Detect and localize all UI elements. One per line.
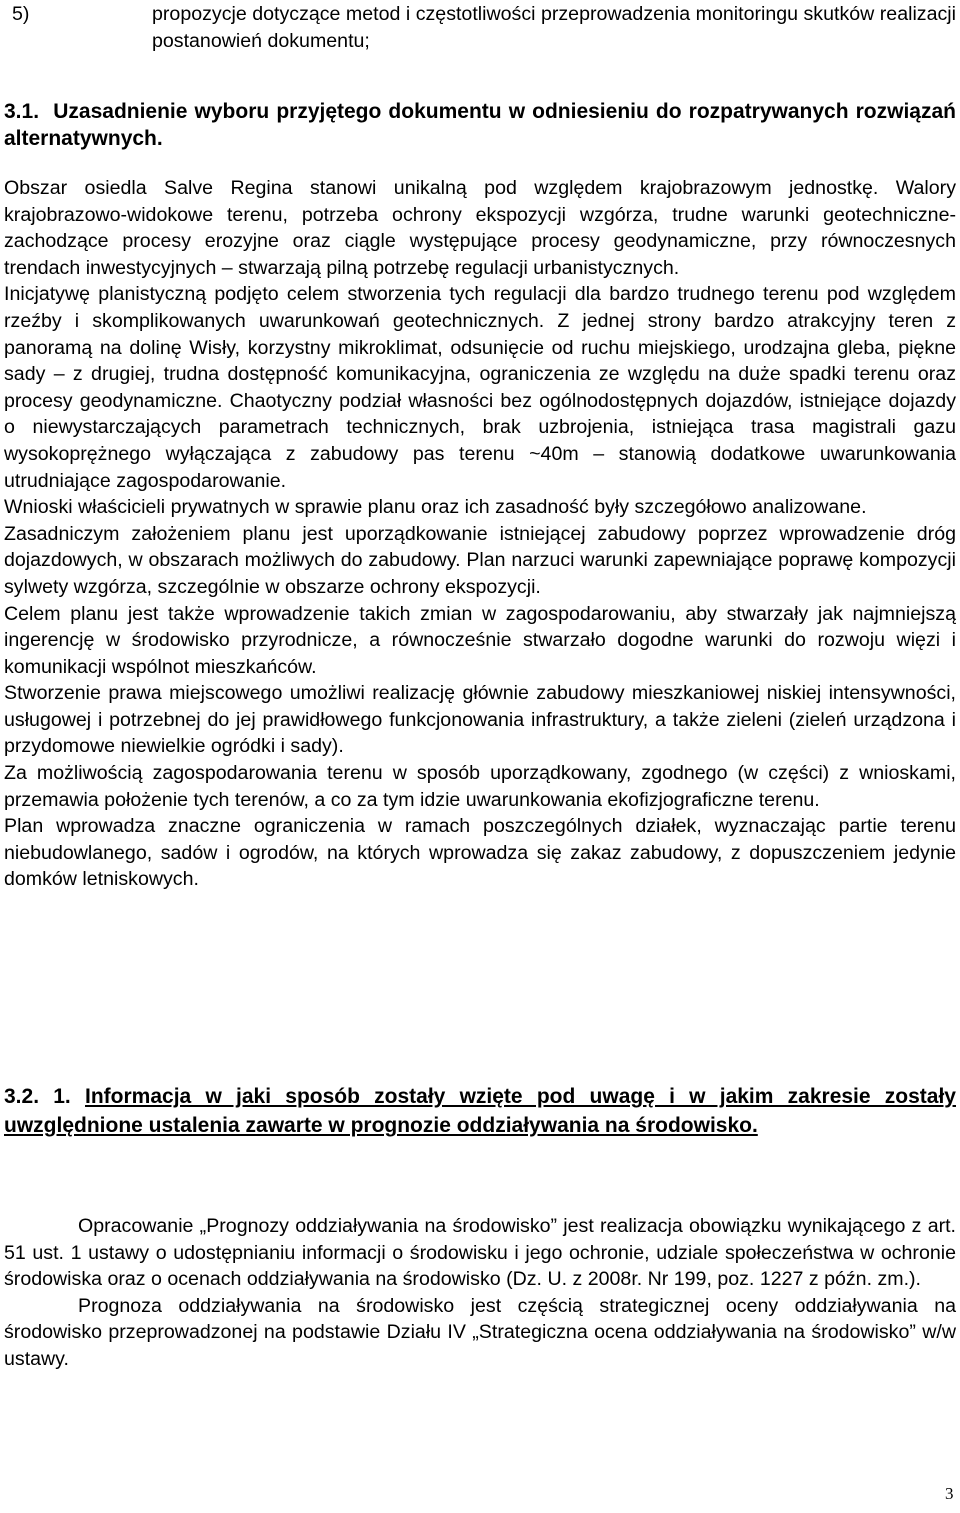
section-title: Uzasadnienie wyboru przyjętego dokumentu w odniesieniu do rozpatrywanych rozwiązań alternatywnych. (4, 100, 956, 150)
section-heading-3-2-1 (4, 1082, 956, 1140)
paragraph: Plan wprowadza znaczne ograniczenia w ramach poszczególnych działek, wyznaczając partie terenu niebudowlanego, sadów i ogrodów, na których wprowadza się zakaz zabudowy, z dopuszczeniem jedynie domków letniskowych. (4, 815, 956, 891)
section-number: 3.1. (4, 100, 40, 123)
paragraph: Celem planu jest także wprowadzenie takich zmian w zagospodarowaniu, aby stwarzały jak najmniejszą ingerencję w środowisko przyrodnicze, a równocześnie stwarzało dogodne warunki do rozwoju więzi i komunikacji wspólnot mieszkańców. (4, 602, 956, 678)
section-heading-3-1 (4, 98, 956, 152)
section-title: Informacja w jaki sposób zostały wzięte pod uwagę i w jakim zakresie zostały uwzględnione ustalenia zawarte w prognozie oddziaływania na środowisko. (4, 1085, 956, 1137)
paragraph: Za możliwością zagospodarowania terenu w sposób uporządkowany, zgodnego (w części) z wnioskami, przemawia położenie tych terenów, a co za tym idzie uwarunkowania ekofizjograficzne terenu. (4, 762, 956, 811)
section-3-2-1-body (4, 1213, 956, 1373)
list-item-number: 5) (12, 3, 30, 25)
paragraph: Obszar osiedla Salve Regina stanowi unikalną pod względem krajobrazowym jednostkę. Walory krajobrazowo-widokowe terenu, potrzeba ochrony ekspozycji wzgórza, trudne warunki geotechniczne- zachodzące procesy erozyjne oraz ciągle występujące procesy geodynamiczne, przy równoczesnych trendach inwestycyjnych – stwarzają pilną potrzebę regulacji urbanistycznych. (4, 177, 956, 279)
list-item-5 (4, 1, 956, 54)
paragraph: Opracowanie „Prognozy oddziaływania na środowisko” jest realizacja obowiązku wynikającego z art. 51 ust. 1 ustawy o udostępnianiu informacji o środowisku i jego ochronie, udziale społeczeństwa w ochronie środowiska oraz o ocenach oddziaływania na środowisko (Dz. U. z 2008r. Nr 199, poz. 1227 z późn. zm.). (4, 1215, 956, 1291)
section-number: 3.2. 1. (4, 1085, 71, 1108)
paragraph: Stworzenie prawa miejscowego umożliwi realizację głównie zabudowy mieszkaniowej niskiej intensywności, usługowej i potrzebnej do jej prawidłowego funkcjonowania infrastruktury, a także zieleni (zieleń urządzona i przydomowe niewielkie ogródki i sady). (4, 682, 956, 758)
paragraph: Zasadniczym założeniem planu jest uporządkowanie istniejącej zabudowy poprzez wprowadzenie dróg dojazdowych, w obszarach możliwych do zabudowy. Plan narzuci warunki zapewniające poprawę kompozycji sylwety wzgórza, szczególnie w obszarze ochrony ekspozycji. (4, 522, 956, 598)
paragraph: Prognoza oddziaływania na środowisko jest częścią strategicznej oceny oddziaływania na środowisko przeprowadzonej na podstawie Działu IV „Strategiczna ocena oddziaływania na środowisko” w/w ustawy. (4, 1294, 956, 1370)
list-item-text: propozycje dotyczące metod i częstotliwości przeprowadzenia monitoringu skutków realizacji postanowień dokumentu; (152, 3, 956, 52)
paragraph: Inicjatywę planistyczną podjęto celem stworzenia tych regulacji dla bardzo trudnego terenu pod względem rzeźby i skomplikowanych uwarunkowań geotechnicznych. Z jednej strony bardzo atrakcyjny teren z panoramą na dolinę Wisły, korzystny mikroklimat, odsunięcie od ruchu miejskiego, urodzajna gleba, piękne sady – z drugiej, trudna dostępność komunikacyjna, ograniczenia ze względu na duże spadki terenu oraz procesy geodynamiczne. Chaotyczny podział własności bez ogólnodostępnych dojazdów, istniejące dojazdy o niewystarczających parametrach technicznych, brak uzbrojenia, istniejąca trasa magistrali gazu wysokoprężnego wyłączająca z zabudowy pas terenu ~40m – stanowią dodatkowe uwarunkowania utrudniające zagospodarowanie. (4, 283, 956, 492)
page-number: 3 (945, 1484, 954, 1503)
section-3-1-body (4, 175, 956, 893)
paragraph: Wnioski właścicieli prywatnych w sprawie planu oraz ich zasadność były szczegółowo analizowane. (4, 496, 867, 519)
